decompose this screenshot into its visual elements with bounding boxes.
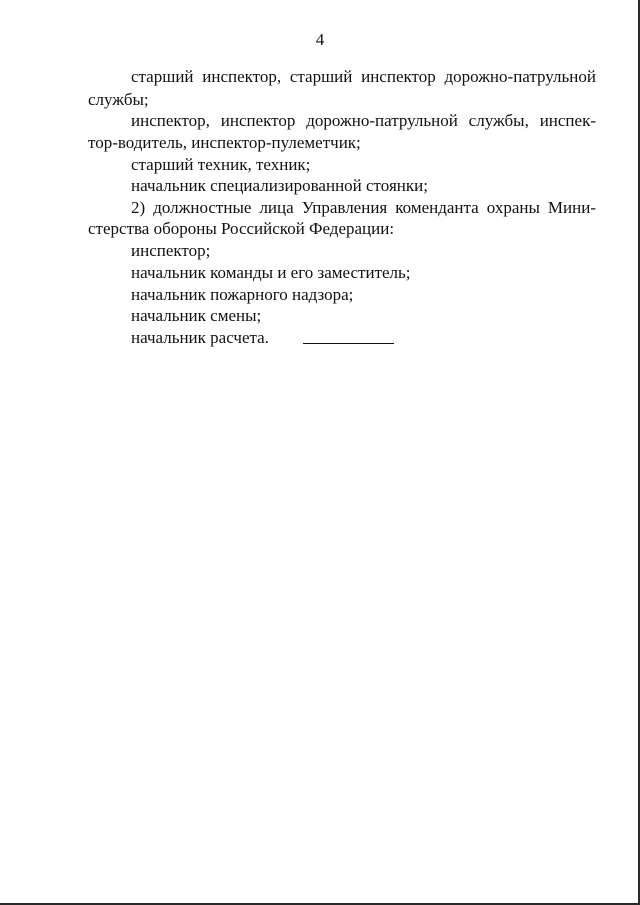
text-line: инспектор, инспектор дорожно-патрульной службы, инспек- bbox=[131, 111, 596, 130]
end-separator-line bbox=[303, 343, 394, 344]
text-line: 2) должностные лица Управления коменданта охраны Мини- bbox=[131, 198, 596, 217]
text-line: начальник смены; bbox=[131, 306, 262, 325]
text-line: старший инспектор, старший инспектор дорожно-патрульной bbox=[131, 67, 596, 86]
text-line: инспектор; bbox=[131, 241, 211, 260]
text-line: тор-водитель, инспектор-пулеметчик; bbox=[88, 133, 361, 152]
text-line: стерства обороны Российской Федерации: bbox=[88, 219, 395, 238]
text-line: начальник команды и его заместитель; bbox=[131, 263, 411, 282]
text-line: старший техник, техник; bbox=[131, 155, 311, 174]
text-line: службы; bbox=[88, 90, 149, 109]
text-line: начальник специализированной стоянки; bbox=[131, 176, 428, 195]
page-number: 4 bbox=[315, 30, 325, 49]
text-line: начальник пожарного надзора; bbox=[131, 285, 354, 304]
text-line: начальник расчета. bbox=[131, 328, 269, 347]
